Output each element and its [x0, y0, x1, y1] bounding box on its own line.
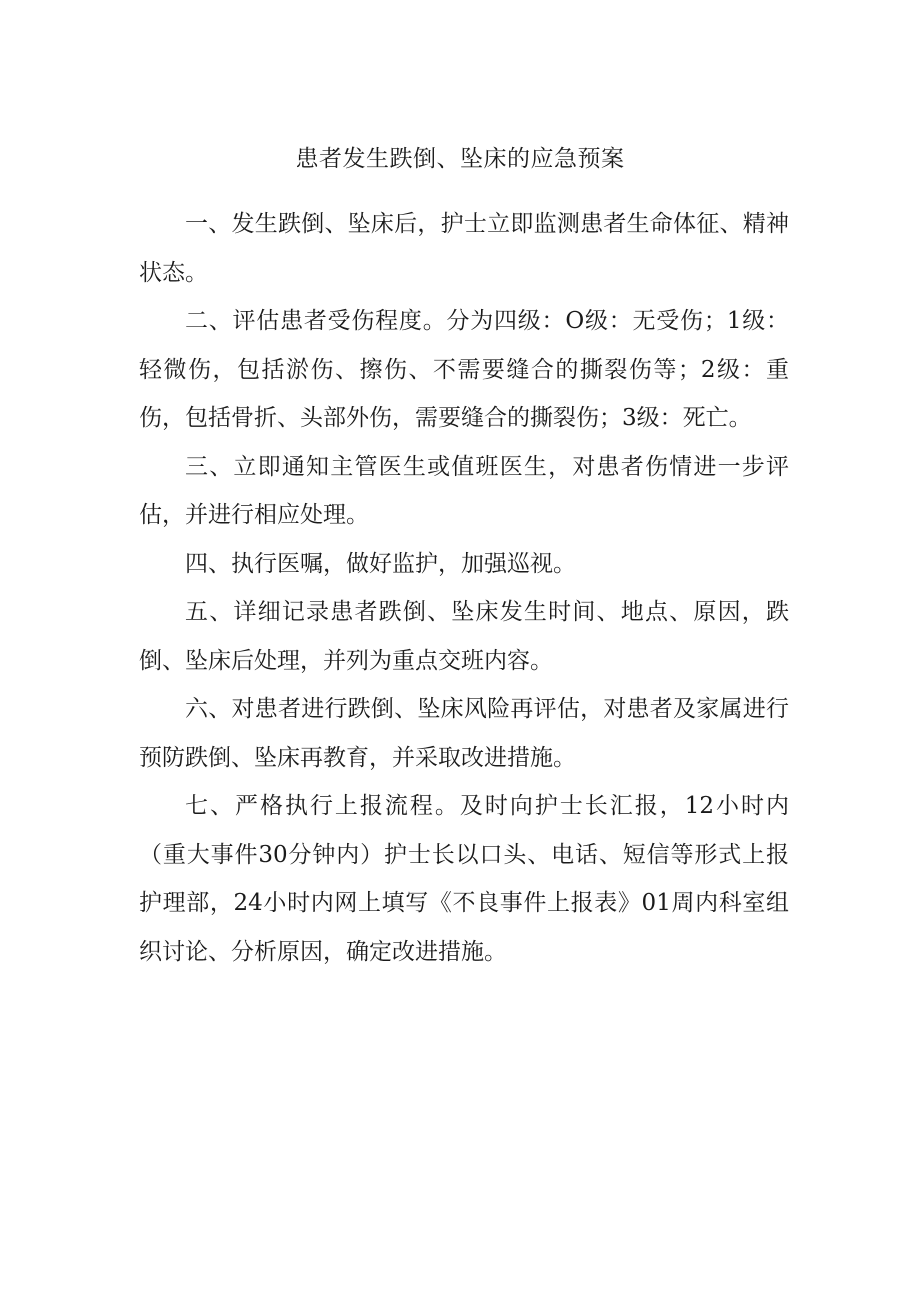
paragraph-7: 七、严格执行上报流程。及时向护士长汇报，12小时内（重大事件30分钟内）护士长以口头、电话、短信等形式上报护理部，24小时内网上填写《不良事件上报表》01周内科室组织讨论、分析原因，确定改进措施。 — [139, 793, 789, 965]
paragraph-2: 二、评估患者受伤程度。分为四级：O级：无受伤；1级：轻微伤，包括淤伤、擦伤、不需要缝合的撕裂伤等；2级：重伤，包括骨折、头部外伤，需要缝合的撕裂伤；3级：死亡。 — [139, 308, 789, 431]
paragraph-6: 六、对患者进行跌倒、坠床风险再评估，对患者及家属进行预防跌倒、坠床再教育，并采取改进措施。 — [139, 696, 789, 771]
paragraph-1: 一、发生跌倒、坠床后，护士立即监测患者生命体征、精神状态。 — [139, 211, 789, 286]
document-title: 患者发生跌倒、坠床的应急预案 — [295, 146, 625, 172]
paragraph-5: 五、详细记录患者跌倒、坠床发生时间、地点、原因，跌倒、坠床后处理，并列为重点交班内容。 — [139, 599, 789, 674]
paragraph-3: 三、立即通知主管医生或值班医生，对患者伤情进一步评估，并进行相应处理。 — [139, 453, 789, 528]
document-body — [139, 200, 789, 976]
paragraph-4: 四、执行医嘱，做好监护，加强巡视。 — [185, 550, 576, 577]
